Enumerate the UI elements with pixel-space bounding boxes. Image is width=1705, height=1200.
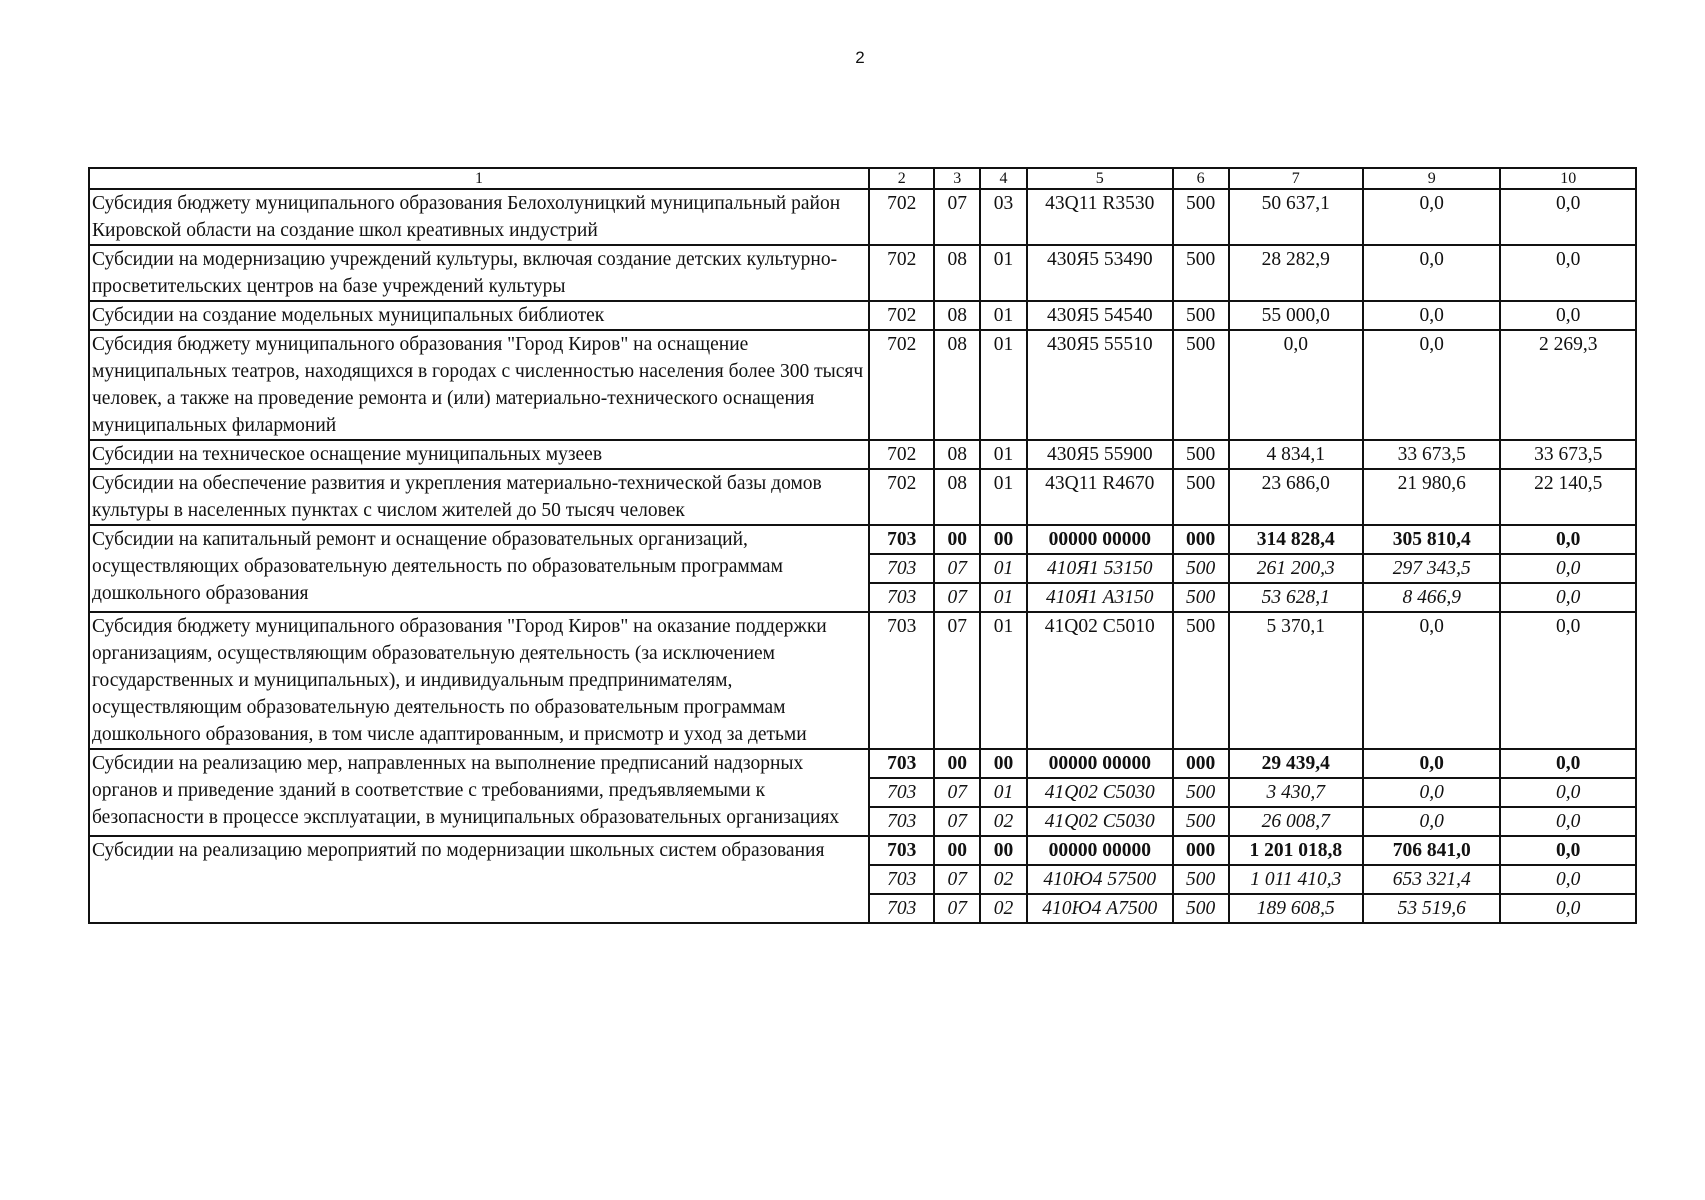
cell-amount-9: 33 673,5 [1363, 440, 1500, 469]
cell-amount-9: 0,0 [1363, 245, 1500, 301]
row-description: Субсидии на реализацию мер, направленных на выполнение предписаний надзорных органов и приведение зданий в соответствие с требованиями, предъявляемыми к безопасности в процессе эксплуатации, в муниципальных образовательных организациях [89, 749, 869, 836]
cell-code-2: 702 [869, 301, 934, 330]
cell-code-3: 08 [934, 440, 980, 469]
cell-code-5: 00000 00000 [1027, 525, 1173, 554]
cell-code-6: 500 [1173, 245, 1229, 301]
cell-code-3: 08 [934, 469, 980, 525]
cell-code-2: 702 [869, 189, 934, 245]
row-description: Субсидии на капитальный ремонт и оснащение образовательных организаций, осуществляющих образовательную деятельность по образовательным программам дошкольного образования [89, 525, 869, 612]
cell-amount-7: 314 828,4 [1229, 525, 1363, 554]
cell-code-5: 41Q02 C5010 [1027, 612, 1173, 749]
row-description: Субсидии на реализацию мероприятий по модернизации школьных систем образования [89, 836, 869, 923]
row-description: Субсидии на создание модельных муниципальных библиотек [89, 301, 869, 330]
header-cell-2: 2 [869, 168, 934, 189]
cell-code-6: 500 [1173, 807, 1229, 836]
cell-code-6: 500 [1173, 469, 1229, 525]
cell-code-4: 02 [980, 894, 1027, 923]
cell-code-6: 500 [1173, 440, 1229, 469]
cell-amount-7: 50 637,1 [1229, 189, 1363, 245]
cell-amount-9: 21 980,6 [1363, 469, 1500, 525]
cell-amount-7: 29 439,4 [1229, 749, 1363, 778]
table-row [89, 301, 1636, 330]
header-cell-10: 10 [1500, 168, 1636, 189]
cell-code-5: 00000 00000 [1027, 749, 1173, 778]
cell-code-2: 703 [869, 612, 934, 749]
cell-code-4: 00 [980, 836, 1027, 865]
cell-amount-10: 0,0 [1500, 778, 1636, 807]
table-row [89, 836, 1636, 865]
cell-code-4: 02 [980, 807, 1027, 836]
budget-table [88, 167, 1637, 924]
table-body [89, 189, 1636, 923]
cell-amount-9: 0,0 [1363, 778, 1500, 807]
cell-code-2: 703 [869, 807, 934, 836]
row-description: Субсидии на техническое оснащение муниципальных музеев [89, 440, 869, 469]
cell-code-6: 500 [1173, 778, 1229, 807]
cell-code-4: 00 [980, 749, 1027, 778]
cell-amount-10: 0,0 [1500, 245, 1636, 301]
cell-amount-10: 0,0 [1500, 865, 1636, 894]
table-row [89, 189, 1636, 245]
cell-amount-9: 0,0 [1363, 749, 1500, 778]
cell-amount-9: 305 810,4 [1363, 525, 1500, 554]
row-description: Субсидии на модернизацию учреждений культуры, включая создание детских культурно-просветительских центров на базе учреждений культуры [89, 245, 869, 301]
cell-code-4: 01 [980, 778, 1027, 807]
cell-code-5: 430Я5 54540 [1027, 301, 1173, 330]
cell-code-6: 000 [1173, 749, 1229, 778]
cell-code-5: 43Q11 R4670 [1027, 469, 1173, 525]
cell-code-5: 410Я1 A3150 [1027, 583, 1173, 612]
cell-amount-7: 55 000,0 [1229, 301, 1363, 330]
table-row [89, 525, 1636, 554]
cell-code-2: 702 [869, 440, 934, 469]
cell-code-3: 07 [934, 894, 980, 923]
cell-code-3: 07 [934, 554, 980, 583]
cell-code-2: 703 [869, 583, 934, 612]
cell-code-3: 08 [934, 245, 980, 301]
cell-amount-10: 33 673,5 [1500, 440, 1636, 469]
cell-amount-10: 0,0 [1500, 554, 1636, 583]
cell-code-4: 01 [980, 612, 1027, 749]
cell-code-6: 000 [1173, 836, 1229, 865]
cell-code-3: 07 [934, 612, 980, 749]
cell-amount-7: 28 282,9 [1229, 245, 1363, 301]
page-number: 2 [855, 48, 865, 67]
cell-code-2: 703 [869, 894, 934, 923]
cell-code-5: 410Ю4 A7500 [1027, 894, 1173, 923]
row-description: Субсидия бюджету муниципального образования "Город Киров" на оказание поддержки организациям, осуществляющим образовательную деятельность (за исключением государственных и муниципальных), и индивидуальным предпринимателям, осуществляющим образовательную деятельность по образовательным программам дошкольного образования, в том числе адаптированным, и присмотр и уход за детьми [89, 612, 869, 749]
header-cell-1: 1 [89, 168, 869, 189]
cell-code-5: 43Q11 R3530 [1027, 189, 1173, 245]
cell-code-6: 500 [1173, 894, 1229, 923]
cell-code-4: 00 [980, 525, 1027, 554]
cell-amount-9: 0,0 [1363, 612, 1500, 749]
table-row [89, 330, 1636, 440]
cell-amount-10: 0,0 [1500, 894, 1636, 923]
cell-amount-9: 53 519,6 [1363, 894, 1500, 923]
cell-code-4: 01 [980, 583, 1027, 612]
cell-code-3: 07 [934, 189, 980, 245]
cell-code-5: 430Я5 53490 [1027, 245, 1173, 301]
cell-code-5: 410Ю4 57500 [1027, 865, 1173, 894]
header-row [89, 168, 1636, 189]
cell-code-3: 08 [934, 301, 980, 330]
cell-amount-10: 0,0 [1500, 807, 1636, 836]
header-cell-7: 7 [1229, 168, 1363, 189]
cell-amount-7: 5 370,1 [1229, 612, 1363, 749]
cell-code-6: 000 [1173, 525, 1229, 554]
cell-code-5: 41Q02 C5030 [1027, 778, 1173, 807]
cell-code-6: 500 [1173, 301, 1229, 330]
cell-amount-7: 1 011 410,3 [1229, 865, 1363, 894]
cell-amount-7: 0,0 [1229, 330, 1363, 440]
cell-code-5: 41Q02 C5030 [1027, 807, 1173, 836]
cell-amount-7: 4 834,1 [1229, 440, 1363, 469]
cell-code-4: 02 [980, 865, 1027, 894]
cell-amount-9: 0,0 [1363, 807, 1500, 836]
cell-code-6: 500 [1173, 612, 1229, 749]
cell-amount-10: 22 140,5 [1500, 469, 1636, 525]
cell-code-2: 703 [869, 749, 934, 778]
cell-code-3: 07 [934, 807, 980, 836]
table-row [89, 749, 1636, 778]
table-row [89, 469, 1636, 525]
cell-amount-9: 0,0 [1363, 330, 1500, 440]
cell-code-2: 703 [869, 778, 934, 807]
cell-amount-10: 0,0 [1500, 612, 1636, 749]
cell-code-2: 702 [869, 245, 934, 301]
cell-code-4: 01 [980, 245, 1027, 301]
cell-code-4: 01 [980, 330, 1027, 440]
cell-code-2: 703 [869, 836, 934, 865]
cell-amount-10: 0,0 [1500, 525, 1636, 554]
cell-amount-9: 0,0 [1363, 189, 1500, 245]
header-cell-3: 3 [934, 168, 980, 189]
cell-code-6: 500 [1173, 189, 1229, 245]
cell-amount-10: 2 269,3 [1500, 330, 1636, 440]
cell-code-4: 01 [980, 554, 1027, 583]
table-row [89, 612, 1636, 749]
cell-code-5: 430Я5 55900 [1027, 440, 1173, 469]
row-description: Субсидия бюджету муниципального образования "Город Киров" на оснащение муниципальных театров, находящихся в городах с численностью населения более 300 тысяч человек, а также на проведение ремонта и (или) материально-технического оснащения муниципальных филармоний [89, 330, 869, 440]
cell-amount-9: 297 343,5 [1363, 554, 1500, 583]
cell-amount-10: 0,0 [1500, 301, 1636, 330]
cell-amount-9: 706 841,0 [1363, 836, 1500, 865]
cell-code-2: 703 [869, 554, 934, 583]
cell-amount-10: 0,0 [1500, 583, 1636, 612]
cell-code-3: 07 [934, 778, 980, 807]
cell-code-3: 07 [934, 865, 980, 894]
cell-code-5: 430Я5 55510 [1027, 330, 1173, 440]
cell-amount-10: 0,0 [1500, 836, 1636, 865]
cell-code-6: 500 [1173, 330, 1229, 440]
cell-amount-7: 3 430,7 [1229, 778, 1363, 807]
header-cell-4: 4 [980, 168, 1027, 189]
cell-code-4: 01 [980, 469, 1027, 525]
cell-amount-9: 653 321,4 [1363, 865, 1500, 894]
cell-code-3: 08 [934, 330, 980, 440]
cell-amount-7: 189 608,5 [1229, 894, 1363, 923]
table-row [89, 245, 1636, 301]
cell-code-2: 702 [869, 469, 934, 525]
cell-amount-9: 0,0 [1363, 301, 1500, 330]
cell-code-2: 702 [869, 330, 934, 440]
cell-code-6: 500 [1173, 554, 1229, 583]
header-cell-5: 5 [1027, 168, 1173, 189]
cell-code-2: 703 [869, 525, 934, 554]
cell-amount-9: 8 466,9 [1363, 583, 1500, 612]
cell-code-3: 00 [934, 749, 980, 778]
cell-amount-7: 23 686,0 [1229, 469, 1363, 525]
cell-code-3: 07 [934, 583, 980, 612]
cell-code-3: 00 [934, 525, 980, 554]
table-row [89, 440, 1636, 469]
cell-code-6: 500 [1173, 865, 1229, 894]
cell-amount-7: 53 628,1 [1229, 583, 1363, 612]
cell-code-5: 00000 00000 [1027, 836, 1173, 865]
header-cell-9: 9 [1363, 168, 1500, 189]
cell-amount-7: 26 008,7 [1229, 807, 1363, 836]
cell-code-3: 00 [934, 836, 980, 865]
row-description: Субсидия бюджету муниципального образования Белохолуницкий муниципальный район Кировской области на создание школ креативных индустрий [89, 189, 869, 245]
cell-amount-10: 0,0 [1500, 749, 1636, 778]
header-cell-6: 6 [1173, 168, 1229, 189]
cell-amount-7: 261 200,3 [1229, 554, 1363, 583]
row-description: Субсидии на обеспечение развития и укрепления материально-технической базы домов культуры в населенных пунктах с числом жителей до 50 тысяч человек [89, 469, 869, 525]
cell-amount-7: 1 201 018,8 [1229, 836, 1363, 865]
cell-code-4: 01 [980, 440, 1027, 469]
cell-code-4: 03 [980, 189, 1027, 245]
cell-code-5: 410Я1 53150 [1027, 554, 1173, 583]
cell-code-6: 500 [1173, 583, 1229, 612]
cell-code-2: 703 [869, 865, 934, 894]
cell-code-4: 01 [980, 301, 1027, 330]
cell-amount-10: 0,0 [1500, 189, 1636, 245]
